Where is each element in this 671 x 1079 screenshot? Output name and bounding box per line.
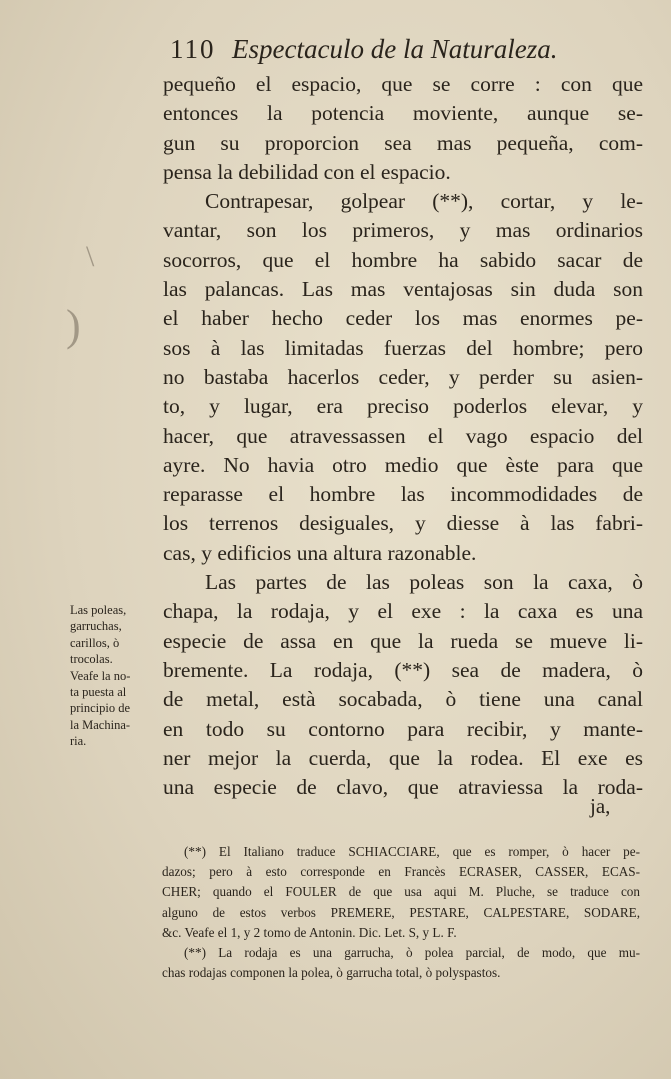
text-line: no bastaba hacerlos ceder, y perder su asien- [163, 364, 643, 389]
text-line: Contrapesar, golpear (**), cortar, y le- [205, 189, 643, 214]
page-number: 110 [170, 34, 216, 64]
text-line: socorros, que el hombre ha sabido sacar de [163, 247, 643, 272]
margin-note-line: trocolas. [70, 652, 113, 667]
bleed-through-mark: ) [66, 301, 81, 350]
text-line: bremente. La rodaja, (**) sea de madera, ò [163, 657, 643, 682]
margin-note-line: principio de [70, 701, 131, 716]
text-line: de metal, està socabada, ò tiene una canal [163, 687, 643, 712]
footnote-line: dazos; pero à esto corresponde en Francès ECRASER, CASSER, ECAS- [162, 864, 640, 880]
footnote-line: chas rodajas componen la polea, ò garrucha total, ò polyspastos. [162, 965, 501, 981]
text-line: pensa la debilidad con el espacio. [163, 159, 451, 184]
footnote-line: (**) La rodaja es una garrucha, ò polea parcial, de modo, que mu- [184, 944, 640, 960]
text-line: pequeño el espacio, que se corre : con que [163, 72, 643, 96]
main-text [163, 70, 643, 802]
text-line: chapa, la rodaja, y el exe : la caxa es una [163, 599, 643, 624]
text-line: cas, y edificios una altura razonable. [163, 540, 477, 565]
text-line: en todo su contorno para recibir, y mante- [163, 716, 643, 741]
text-line: gun su proporcion sea mas pequeña, com- [163, 130, 643, 155]
text-line: Las partes de las poleas son la caxa, ò [205, 570, 643, 595]
margin-note [70, 602, 152, 750]
text-line: una especie de clavo, que atraviessa la roda- [163, 775, 643, 800]
margin-note-line: Las poleas, [70, 603, 127, 617]
margin-note-line: ria. [70, 734, 87, 749]
footnotes [162, 842, 640, 983]
catchword: ja, [590, 794, 611, 818]
text-line: hacer, que atravessassen el vago espacio del [163, 423, 643, 448]
text-line: los terrenos desiguales, y diesse à las fabri- [163, 511, 643, 536]
text-line: las palancas. Las mas ventajosas sin duda son [163, 277, 643, 302]
margin-note-line: la Machina- [70, 717, 131, 732]
margin-note-line: carillos, ò [70, 635, 120, 650]
text-line: reparasse el hombre las incommodidades de [163, 482, 643, 507]
footnote-line: alguno de estos verbos PREMERE, PESTARE, CALPESTARE, SODARE, [162, 904, 640, 920]
text-line: especie de assa en que la rueda se mueve li- [163, 628, 643, 653]
bleed-through-mark: \ [86, 240, 95, 273]
margin-note-line: Veafe la no- [70, 668, 131, 683]
margin-note-line: garruchas, [70, 619, 122, 634]
running-title: Espectaculo de la Naturaleza. [232, 34, 558, 64]
footnote-line: &c. Veafe el 1, y 2 tomo de Antonin. Dic. Let. S, y L. F. [162, 924, 457, 940]
text-line: ayre. No havia otro medio que èste para que [163, 452, 643, 477]
text-line: entonces la potencia moviente, aunque se- [163, 101, 643, 126]
text-line: el haber hecho ceder los mas enormes pe- [163, 306, 643, 331]
footnote-line: (**) El Italiano traduce SCHIACCIARE, que es romper, ò hacer pe- [184, 844, 640, 859]
text-line: sos à las limitadas fuerzas del hombre; pero [163, 335, 643, 360]
text-line: to, y lugar, era preciso poderlos elevar, y [163, 394, 643, 419]
margin-note-line: ta puesta al [70, 685, 127, 700]
footnote-line: CHER; quando el FOULER de que usa aqui M. Pluche, se traduce con [162, 884, 640, 900]
text-line: vantar, son los primeros, y mas ordinarios [163, 218, 643, 243]
page-header [170, 34, 590, 70]
text-line: ner mejor la cuerda, que la rodea. El exe es [163, 745, 643, 770]
